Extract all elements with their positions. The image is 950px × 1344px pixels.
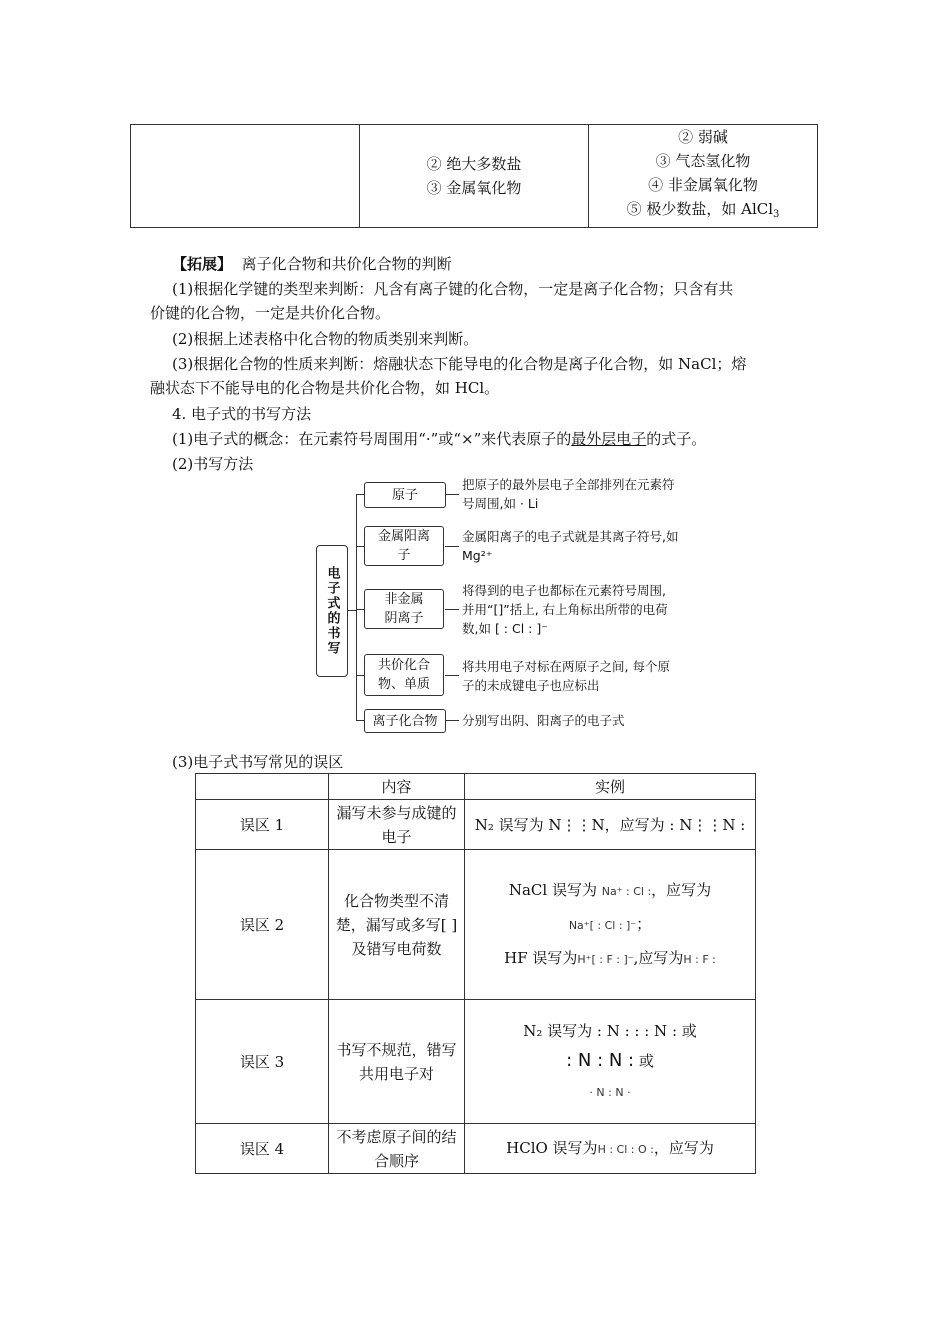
header-cell: 实例 <box>465 774 756 800</box>
paragraph-text: (3)根据化合物的性质来判断：熔融状态下能导电的化合物是离子化合物，如 NaCl；熔 <box>172 355 747 373</box>
paragraph-text: (2)书写方法 <box>172 455 254 473</box>
table-row <box>196 1000 756 1124</box>
lewis-formula: Na⁺[ : Cl : ]⁻ <box>568 918 637 932</box>
errors-table <box>195 773 756 1174</box>
example-text: ，应写为 <box>651 880 712 899</box>
header-cell: 内容 <box>329 774 465 800</box>
expansion-title: 离子化合物和共价化合物的判断 <box>241 255 452 273</box>
connector-line <box>445 546 459 547</box>
cell-line: ④ 非金属氧化物 <box>648 176 758 194</box>
diagram-root: 电子式的书写 <box>316 545 348 677</box>
error-content: 书写不规范，错写共用电子对 <box>329 1000 465 1124</box>
example-text: ； <box>636 914 652 933</box>
example-text: NaCl 误写为 <box>508 880 597 899</box>
error-example <box>465 1000 756 1124</box>
lewis-formula: · N : N · <box>589 1085 631 1099</box>
expansion-label: 【拓展】 <box>172 255 233 273</box>
node-ionic-compound-desc: 分别写出阴、阳离子的电子式 <box>462 713 625 728</box>
error-content: 漏写未参与成键的电子 <box>329 800 465 850</box>
expansion-heading <box>172 252 832 276</box>
node-atom-desc: 把原子的最外层电子全部排列在元素符号周围,如 · Li <box>462 477 675 511</box>
table-row <box>196 1124 756 1174</box>
table-row <box>196 800 756 850</box>
concept-paragraph <box>172 427 832 451</box>
errors-heading <box>172 750 832 774</box>
connector-line <box>356 494 357 720</box>
connector-line <box>445 675 459 676</box>
table-cell-covalent-examples <box>589 125 818 228</box>
error-example: N₂ 误写为 N⋮⋮N，应写为 : N⋮⋮N : <box>465 800 756 850</box>
error-name: 误区 3 <box>196 1000 329 1124</box>
header-cell <box>196 774 329 800</box>
paragraph-text: 融状态下不能导电的化合物是共价化合物，如 HCl。 <box>150 379 500 397</box>
node-covalent-desc: 将共用电子对标在两原子之间, 每个原子的未成键电子也应标出 <box>462 659 670 693</box>
expansion-p3 <box>150 352 812 400</box>
expansion-p1 <box>150 277 812 325</box>
node-nonmetal-anion: 非金属阴离子 <box>364 589 444 629</box>
cell-line: ② 弱碱 <box>678 128 728 146</box>
paragraph-text: (2)根据上述表格中化合物的物质类别来判断。 <box>172 330 479 348</box>
node-ionic-compound: 离子化合物 <box>364 709 446 733</box>
underlined-term: 最外层电子 <box>571 430 647 448</box>
section-heading <box>172 402 832 426</box>
error-name: 误区 2 <box>196 850 329 1000</box>
lewis-formula: H : Cl : O : <box>597 1142 654 1156</box>
paragraph-text: (1)根据化学键的类型来判断：凡含有离子键的化合物，一定是离子化合物；只含有共 <box>172 280 734 298</box>
lewis-formula: Na⁺ : Cl : <box>601 884 652 898</box>
lewis-formula: H : F : <box>683 952 716 966</box>
example-line: N₂ 误写为 : N : : : N : 或 <box>523 1021 697 1040</box>
cell-line <box>589 197 817 227</box>
node-covalent: 共价化合物、单质 <box>364 654 444 696</box>
error-content: 化合物类型不清楚，漏写或多写[ ]及错写电荷数 <box>329 850 465 1000</box>
connector-line <box>445 494 459 495</box>
connector-line <box>445 720 459 721</box>
error-name: 误区 1 <box>196 800 329 850</box>
table-cell-ionic-examples <box>360 125 589 228</box>
example-line <box>469 1079 751 1105</box>
node-metal-cation: 金属阳离子 <box>364 526 444 566</box>
table-cell-empty <box>131 125 360 228</box>
error-example <box>465 1124 756 1174</box>
example-line <box>469 912 751 938</box>
example-line <box>469 878 751 904</box>
lewis-formula: H⁺[ : F : ]⁻ <box>577 952 634 966</box>
lewis-formula: : N : N : <box>566 1049 635 1071</box>
example-text: HClO 误写为 <box>506 1138 598 1157</box>
connector-line <box>356 675 364 676</box>
example-text: HF 误写为 <box>504 948 578 967</box>
heading-text: (3)电子式书写常见的误区 <box>172 753 344 771</box>
cell-text: ⑤ 极少数盐，如 AlCl <box>626 200 774 218</box>
error-content: 不考虑原子间的结合顺序 <box>329 1124 465 1174</box>
subscript: 3 <box>773 209 780 220</box>
paragraph-text: (1)电子式的概念：在元素符号周围用“·”或“×”来代表原子的 <box>172 430 572 448</box>
node-metal-cation-desc: 金属阳离子的电子式就是其离子符号,如Mg²⁺ <box>462 529 679 563</box>
heading-text: 4. 电子式的书写方法 <box>172 405 312 423</box>
example-text: ,应写为 <box>633 948 684 967</box>
cell-line: ② 绝大多数盐 <box>426 155 522 173</box>
connector-line <box>356 494 364 495</box>
example-line <box>469 1049 751 1073</box>
example-text: 或 <box>638 1051 654 1070</box>
node-nonmetal-anion-desc: 将得到的电子也都标在元素符号周围, 并用“[]”括上, 右上角标出所带的电荷数,如 [ : Cl : ]⁻ <box>462 583 668 636</box>
table-row <box>196 850 756 1000</box>
connector-line <box>356 609 364 610</box>
connector-line <box>356 720 364 721</box>
cell-line: ③ 气态氢化物 <box>655 152 751 170</box>
connector-line <box>445 609 459 610</box>
example-text: ，应写为 <box>653 1138 714 1157</box>
expansion-p2 <box>172 327 832 351</box>
error-name: 误区 4 <box>196 1124 329 1174</box>
connector-line <box>356 546 364 547</box>
error-example <box>465 850 756 1000</box>
node-atom: 原子 <box>364 482 446 508</box>
electron-formula-diagram <box>316 470 736 740</box>
paragraph-text: 的式子。 <box>646 430 707 448</box>
classification-table <box>130 124 818 228</box>
cell-line: ③ 金属氧化物 <box>426 179 522 197</box>
paragraph-text: 价键的化合物，一定是共价化合物。 <box>150 304 391 322</box>
example-line <box>469 946 751 972</box>
